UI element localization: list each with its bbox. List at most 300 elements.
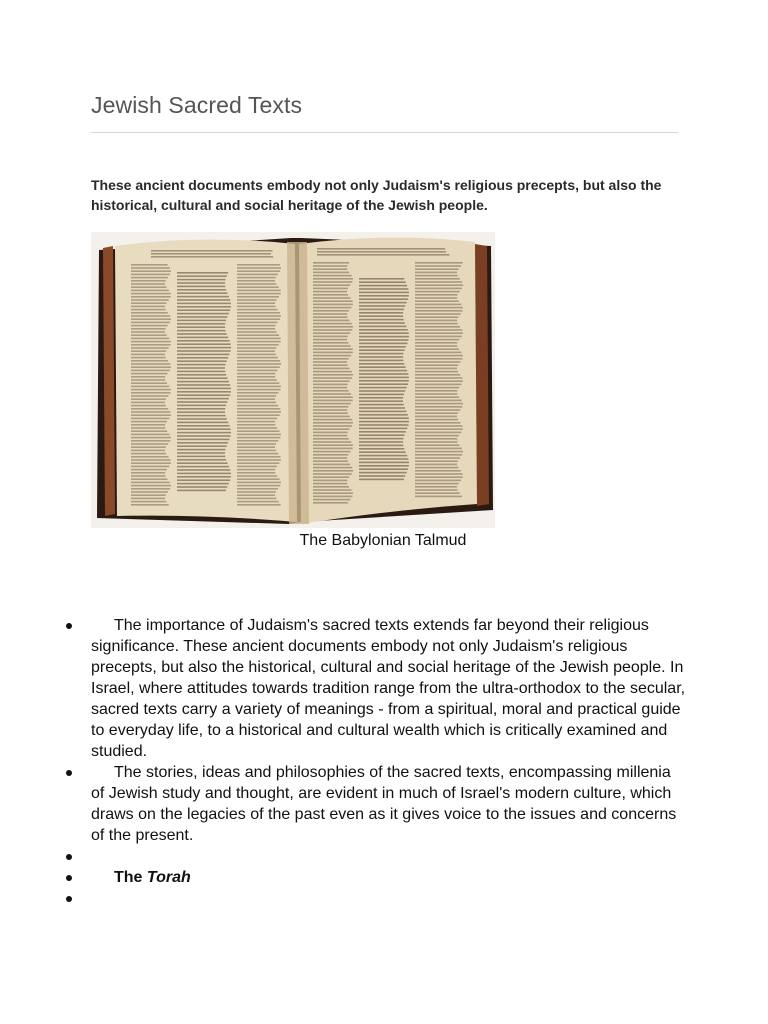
- text-line: [415, 416, 457, 418]
- text-line: [415, 400, 462, 402]
- text-line: [237, 459, 281, 461]
- text-line: [415, 448, 462, 450]
- text-line: [415, 406, 462, 408]
- text-line: [131, 501, 166, 503]
- text-line: [313, 419, 352, 421]
- text-line: [359, 421, 409, 423]
- text-line: [177, 445, 227, 447]
- text-line: [131, 296, 171, 298]
- text-line: [313, 451, 351, 453]
- text-line: [359, 448, 404, 450]
- text-line: [177, 326, 225, 328]
- text-line: [237, 424, 275, 426]
- text-line: [131, 434, 170, 436]
- text-line: [313, 348, 353, 350]
- text-line: [415, 339, 459, 341]
- text-line: [313, 470, 353, 472]
- text-line: [313, 428, 349, 430]
- text-line: [177, 459, 226, 461]
- text-line: [415, 288, 462, 290]
- text-line: [131, 267, 170, 269]
- text-line: [237, 414, 280, 416]
- text-line: [237, 456, 281, 458]
- text-line: [177, 282, 225, 284]
- text-line: [131, 338, 169, 340]
- text-line: [177, 466, 229, 468]
- list-item-empty: [0, 888, 768, 909]
- text-line: [313, 400, 353, 402]
- text-line: [313, 329, 352, 331]
- text-line: [177, 405, 226, 407]
- text-line: [237, 341, 281, 343]
- heading-prefix: The: [114, 869, 143, 886]
- text-line: [237, 283, 276, 285]
- text-line: [177, 279, 226, 281]
- text-line: [237, 357, 278, 359]
- text-line: [237, 482, 281, 484]
- title-divider: [91, 132, 678, 133]
- text-line: [177, 411, 225, 413]
- bullet-dot: [66, 896, 72, 902]
- text-line: [131, 277, 168, 279]
- text-line: [237, 296, 279, 298]
- text-line: [415, 387, 459, 389]
- text-line: [237, 328, 275, 330]
- text-line: [359, 349, 405, 351]
- text-line: [177, 483, 229, 485]
- text-line: [177, 360, 227, 362]
- section-heading-torah: [0, 867, 768, 888]
- text-line: [415, 358, 463, 360]
- text-line: [177, 439, 230, 441]
- text-line: [313, 473, 352, 475]
- text-line: [237, 434, 281, 436]
- text-line: [359, 278, 404, 280]
- text-line: [359, 332, 409, 334]
- text-line: [237, 379, 277, 381]
- text-line: [131, 325, 168, 327]
- text-line: [313, 384, 348, 386]
- text-line: [415, 332, 463, 334]
- text-line: [131, 293, 171, 295]
- text-line: [313, 307, 351, 309]
- text-line: [131, 472, 165, 474]
- text-line: [237, 309, 278, 311]
- text-line: [415, 444, 459, 446]
- text-line: [151, 256, 273, 258]
- text-line: [237, 274, 278, 276]
- text-line: [415, 454, 462, 456]
- text-line: [177, 299, 230, 301]
- text-line: [359, 438, 403, 440]
- text-line: [313, 352, 353, 354]
- text-line: [415, 460, 458, 462]
- text-line: [313, 454, 348, 456]
- text-line: [131, 299, 169, 301]
- text-line: [313, 448, 353, 450]
- text-line: [131, 466, 169, 468]
- text-line: [237, 389, 281, 391]
- text-line: [131, 504, 169, 506]
- text-line: [237, 312, 280, 314]
- text-line: [359, 360, 403, 362]
- text-line: [415, 361, 460, 363]
- text-line: [359, 462, 409, 464]
- text-line: [237, 498, 276, 500]
- bullet-text: The importance of Judaism's sacred texts extends far beyond their religious significance. These ancient documents embody not only Judaism's religious precepts, but also the historical, cultural and social heritage of the Jewish people. In Israel, where attitudes towards tradition range from the ultra-orthodox to the secular, sacred texts carry a variety of meanings - from a spiritual, moral and practical guide to everyday life, to a historical and cultural wealth which is critically examined and studied.: [91, 617, 686, 760]
- text-line: [415, 342, 457, 344]
- text-line: [313, 371, 352, 373]
- text-line: [131, 446, 166, 448]
- text-line: [313, 464, 350, 466]
- text-line: [313, 476, 349, 478]
- text-line: [177, 313, 229, 315]
- text-line: [359, 445, 403, 447]
- text-line: [415, 496, 462, 498]
- text-line: [131, 485, 171, 487]
- text-line: [177, 364, 226, 366]
- text-line: [131, 478, 167, 480]
- text-line: [131, 430, 167, 432]
- text-line: [415, 396, 459, 398]
- text-line: [131, 382, 167, 384]
- text-line: [237, 405, 278, 407]
- text-line: [131, 453, 166, 455]
- text-line: [359, 366, 406, 368]
- text-line: [415, 329, 462, 331]
- text-line: [415, 281, 462, 283]
- text-line: [131, 440, 170, 442]
- text-line: [415, 380, 463, 382]
- text-line: [177, 296, 229, 298]
- text-line: [415, 435, 459, 437]
- text-line: [313, 336, 348, 338]
- text-line: [415, 470, 461, 472]
- text-line: [177, 357, 228, 359]
- text-line: [131, 315, 170, 317]
- text-line: [131, 357, 166, 359]
- text-line: [237, 315, 281, 317]
- text-line: [313, 304, 353, 306]
- text-line: [415, 412, 458, 414]
- text-line: [313, 438, 349, 440]
- text-line: [313, 323, 352, 325]
- text-line: [237, 290, 281, 292]
- text-line: [313, 422, 353, 424]
- text-line: [359, 319, 404, 321]
- text-line: [237, 267, 281, 269]
- text-line: [177, 367, 225, 369]
- text-line: [237, 331, 277, 333]
- text-line: [313, 499, 350, 501]
- text-line: [359, 479, 404, 481]
- text-line: [359, 302, 407, 304]
- text-line: [313, 387, 347, 389]
- text-line: [237, 501, 279, 503]
- text-line: [177, 347, 231, 349]
- text-line: [177, 398, 229, 400]
- bullet-text: The stories, ideas and philosophies of the sacred texts, encompassing millenia of Jewish study and thought, are evident in much of Israel's modern culture, which draws on the legacies of the past even as it gives voice to the issues and concerns of the present.: [91, 764, 677, 844]
- bullet-list: [0, 615, 768, 909]
- text-line: [131, 386, 169, 388]
- text-line: [131, 373, 167, 375]
- text-line: [359, 298, 408, 300]
- text-line: [237, 325, 276, 327]
- text-line: [131, 475, 165, 477]
- text-line: [131, 376, 165, 378]
- text-line: [131, 389, 171, 391]
- text-line: [313, 332, 350, 334]
- text-line: [313, 345, 351, 347]
- text-line: [415, 390, 457, 392]
- text-line: [415, 284, 463, 286]
- text-line: [359, 329, 408, 331]
- text-line: [177, 343, 231, 345]
- text-line: [131, 424, 165, 426]
- text-line: [237, 299, 277, 301]
- text-line: [237, 338, 281, 340]
- text-line: [237, 318, 280, 320]
- text-line: [237, 478, 280, 480]
- text-line: [313, 284, 350, 286]
- text-line: [415, 384, 462, 386]
- text-line: [237, 382, 279, 384]
- text-line: [359, 315, 403, 317]
- text-line: [415, 345, 457, 347]
- text-line: [237, 466, 277, 468]
- text-line: [131, 494, 166, 496]
- text-line: [237, 277, 276, 279]
- intro-paragraph: These ancient documents embody not only Judaism's religious precepts, but also the historical, cultural and social heritage of the Jewish people.: [91, 177, 662, 213]
- text-line: [313, 320, 349, 322]
- text-line: [415, 476, 463, 478]
- text-line: [131, 366, 171, 368]
- text-line: [415, 377, 462, 379]
- text-line: [237, 354, 276, 356]
- text-line: [131, 398, 166, 400]
- text-line: [359, 387, 407, 389]
- text-line: [415, 316, 458, 318]
- text-line: [237, 363, 281, 365]
- text-line: [415, 419, 458, 421]
- text-line: [415, 297, 457, 299]
- text-line: [313, 412, 348, 414]
- text-line: [313, 355, 351, 357]
- text-line: [177, 456, 225, 458]
- text-line: [237, 450, 276, 452]
- text-line: [237, 418, 277, 420]
- text-line: [177, 428, 231, 430]
- text-line: [313, 425, 352, 427]
- text-line: [415, 409, 460, 411]
- text-line: [131, 322, 170, 324]
- right-page-edge: [475, 244, 489, 506]
- text-line: [359, 346, 406, 348]
- text-line: [415, 425, 463, 427]
- bullet-dot: [66, 875, 72, 881]
- text-line: [359, 475, 405, 477]
- text-line: [177, 442, 228, 444]
- text-line: [415, 320, 457, 322]
- list-item: [0, 615, 768, 762]
- text-line: [313, 380, 350, 382]
- text-line: [313, 368, 350, 370]
- text-line: [131, 456, 169, 458]
- text-line: [131, 302, 166, 304]
- text-line: [177, 337, 228, 339]
- text-line: [237, 469, 275, 471]
- text-line: [359, 292, 409, 294]
- text-line: [237, 376, 275, 378]
- text-line: [237, 472, 275, 474]
- text-line: [177, 309, 230, 311]
- text-line: [237, 488, 278, 490]
- text-line: [415, 336, 462, 338]
- text-line: [313, 460, 348, 462]
- text-line: [131, 334, 167, 336]
- text-line: [177, 371, 225, 373]
- text-line: [237, 437, 280, 439]
- text-line: [237, 344, 279, 346]
- text-line: [415, 422, 461, 424]
- text-line: [359, 472, 407, 474]
- text-line: [131, 270, 171, 272]
- text-line: [313, 313, 347, 315]
- text-line: [177, 432, 231, 434]
- text-line: [177, 449, 226, 451]
- text-line: [237, 408, 280, 410]
- text-line: [313, 489, 351, 491]
- text-line: [359, 288, 408, 290]
- text-line: [313, 467, 352, 469]
- text-line: [317, 254, 449, 256]
- text-line: [359, 414, 408, 416]
- text-line: [359, 451, 406, 453]
- text-line: [415, 304, 461, 306]
- text-line: [313, 396, 353, 398]
- text-line: [359, 394, 404, 396]
- text-line: [131, 402, 165, 404]
- text-line: [237, 411, 281, 413]
- text-line: [359, 397, 403, 399]
- text-line: [237, 462, 279, 464]
- text-line: [177, 272, 228, 274]
- text-line: [415, 492, 460, 494]
- text-line: [237, 322, 278, 324]
- text-line: [177, 486, 227, 488]
- text-line: [313, 502, 348, 504]
- text-line: [177, 388, 231, 390]
- text-line: [131, 354, 165, 356]
- text-line: [317, 248, 445, 250]
- text-line: [131, 392, 170, 394]
- text-line: [177, 462, 228, 464]
- text-line: [415, 393, 457, 395]
- text-line: [177, 490, 226, 492]
- text-line: [177, 289, 226, 291]
- text-line: [237, 421, 275, 423]
- text-line: [313, 265, 347, 267]
- text-line: [131, 411, 170, 413]
- text-line: [317, 251, 446, 253]
- text-line: [313, 281, 352, 283]
- text-line: [131, 347, 169, 349]
- text-line: [177, 320, 226, 322]
- text-line: [415, 489, 458, 491]
- text-line: [359, 370, 407, 372]
- text-line: [131, 264, 168, 266]
- text-line: [313, 441, 351, 443]
- text-line: [415, 291, 460, 293]
- text-line: [151, 250, 273, 252]
- text-line: [177, 422, 228, 424]
- text-line: [313, 326, 353, 328]
- text-line: [415, 265, 461, 267]
- text-line: [131, 414, 171, 416]
- text-line: [313, 297, 351, 299]
- text-line: [313, 444, 353, 446]
- text-line: [415, 473, 463, 475]
- text-line: [177, 418, 227, 420]
- text-line: [131, 459, 171, 461]
- text-line: [177, 476, 231, 478]
- text-line: [237, 264, 280, 266]
- image-caption: The Babylonian Talmud: [299, 532, 467, 549]
- text-line: [415, 307, 463, 309]
- text-line: [415, 457, 460, 459]
- text-line: [359, 305, 405, 307]
- text-line: [177, 275, 227, 277]
- text-line: [237, 440, 278, 442]
- text-line: [131, 360, 168, 362]
- text-line: [415, 268, 458, 270]
- list-item-empty: [0, 846, 768, 867]
- text-line: [415, 300, 459, 302]
- text-line: [177, 469, 230, 471]
- text-line: [237, 386, 281, 388]
- left-page-edge: [103, 246, 115, 516]
- text-line: [237, 475, 277, 477]
- text-line: [131, 418, 169, 420]
- text-line: [415, 467, 458, 469]
- text-line: [415, 294, 457, 296]
- text-line: [313, 480, 347, 482]
- text-line: [415, 278, 460, 280]
- text-line: [131, 370, 170, 372]
- text-line: [177, 292, 227, 294]
- text-line: [415, 262, 463, 264]
- text-line: [237, 504, 281, 506]
- text-line: [313, 361, 347, 363]
- text-line: [237, 347, 276, 349]
- text-line: [131, 379, 165, 381]
- text-line: [415, 348, 459, 350]
- text-line: [131, 341, 171, 343]
- text-line: [415, 371, 458, 373]
- text-line: [415, 438, 457, 440]
- text-line: [177, 452, 225, 454]
- text-line: [131, 283, 165, 285]
- text-line: [177, 340, 230, 342]
- text-line: [237, 350, 275, 352]
- text-line: [177, 381, 229, 383]
- bullet-dot: [66, 854, 72, 860]
- text-line: [415, 272, 457, 274]
- text-line: [313, 288, 348, 290]
- text-line: [359, 404, 404, 406]
- text-line: [313, 262, 349, 264]
- text-line: [359, 434, 404, 436]
